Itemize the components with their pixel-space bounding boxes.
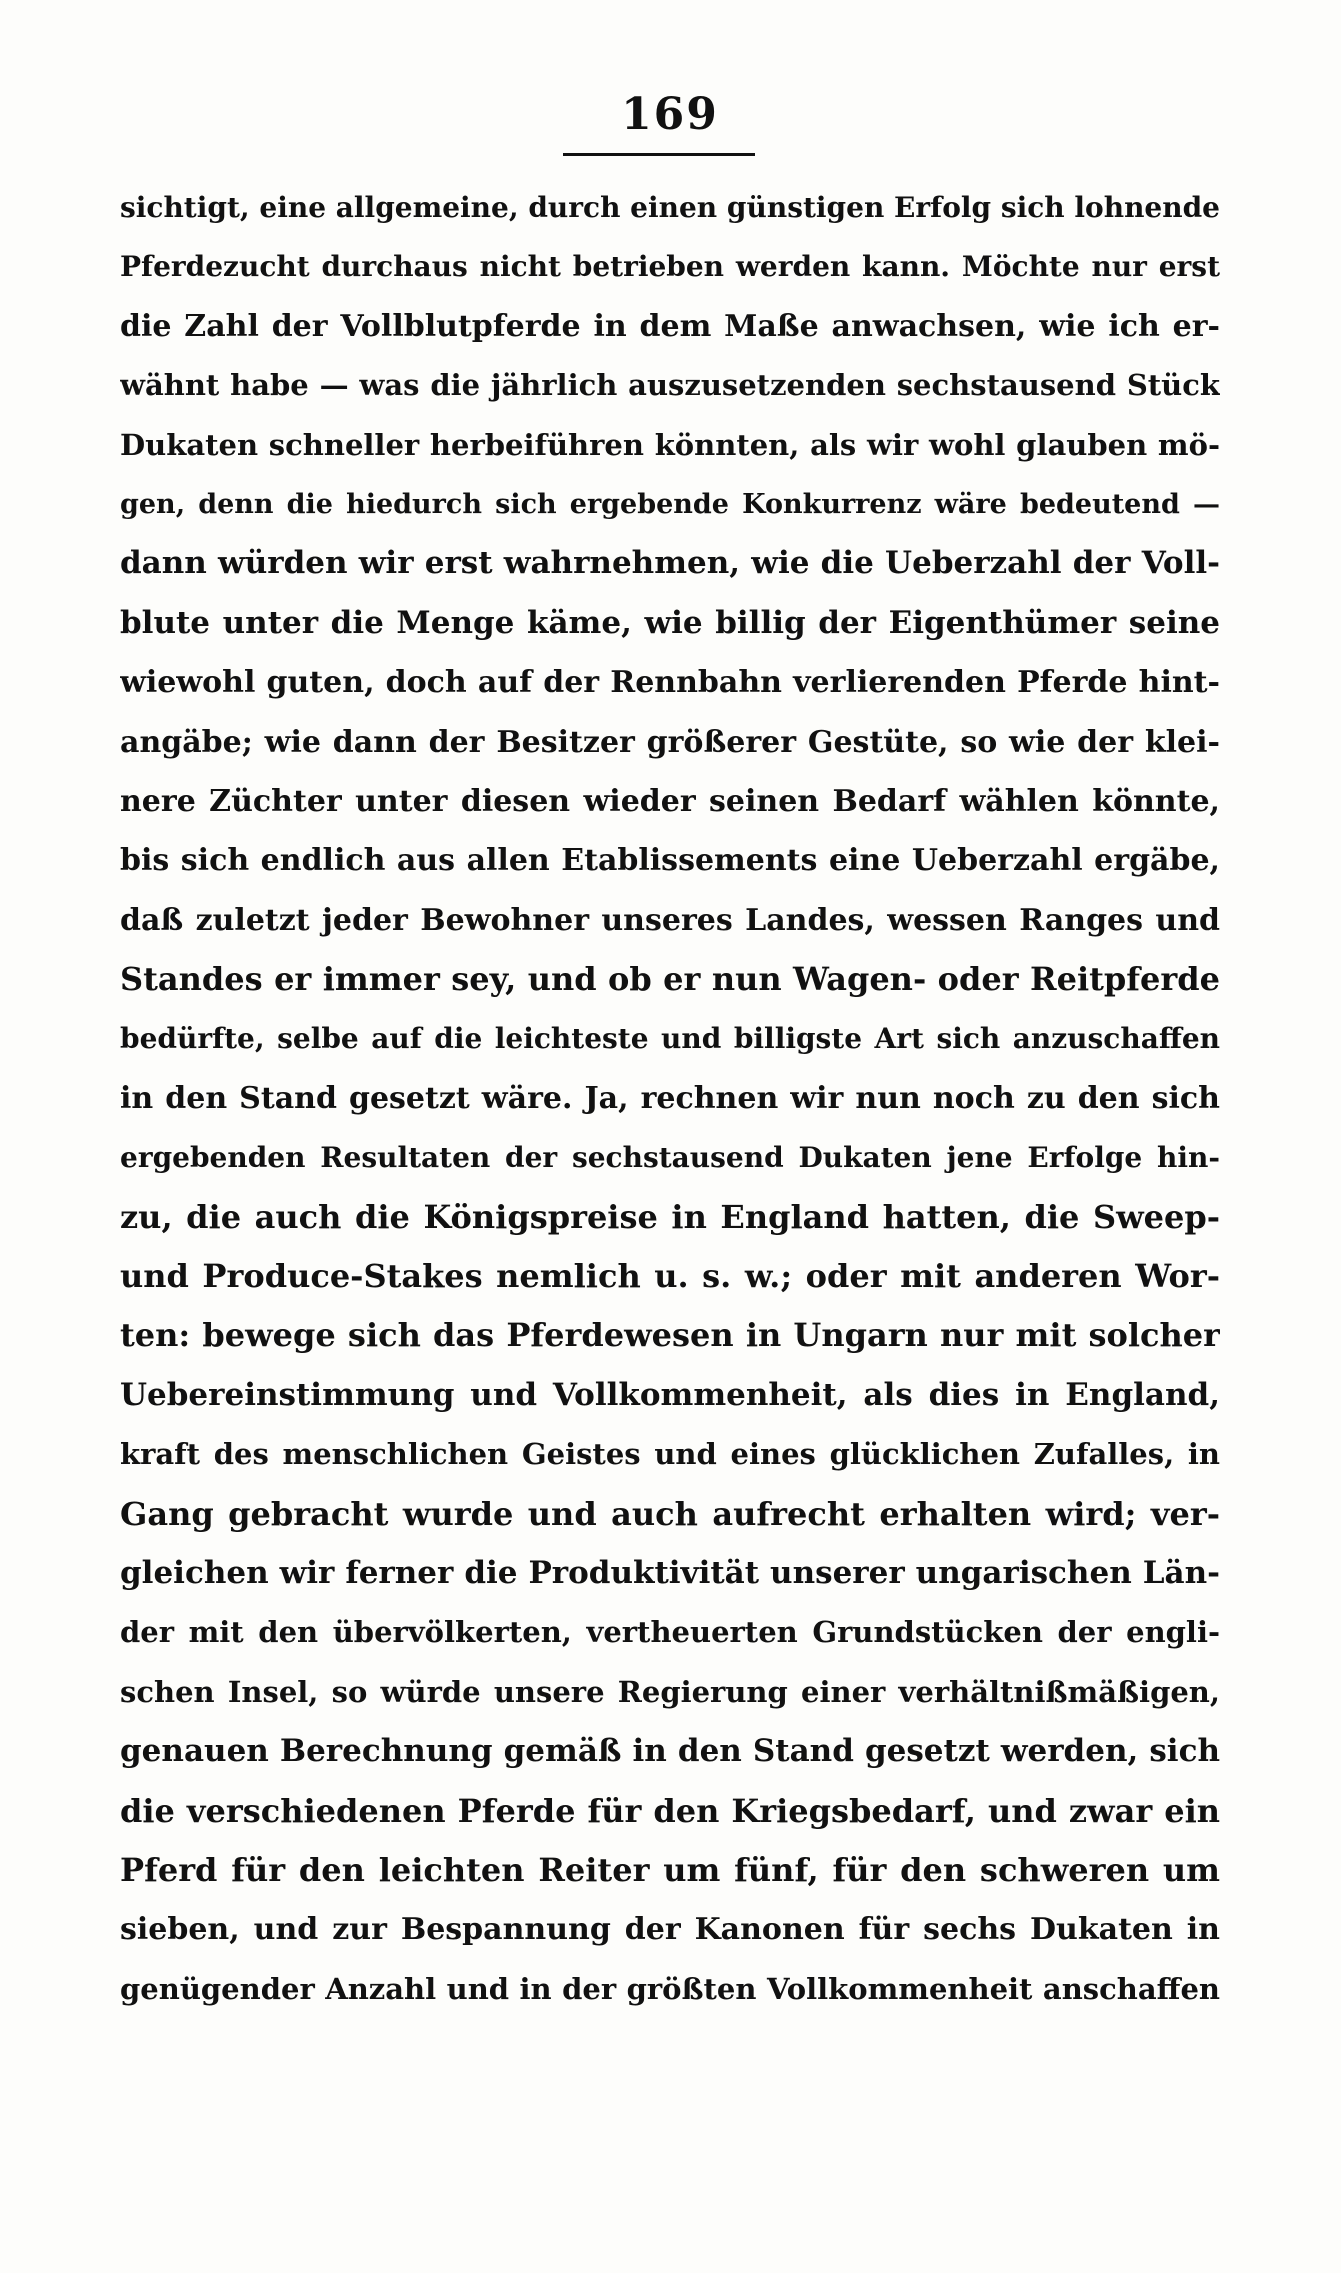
text-line: Dukaten schneller herbeiführen könnten, als wir wohl glauben mö- xyxy=(120,427,1220,462)
text-line: kraft des menschlichen Geistes und eines glücklichen Zufalles, in xyxy=(120,1437,1220,1472)
text-line: angäbe; wie dann der Besitzer größerer Gestüte, so wie der klei- xyxy=(120,724,1220,760)
text-line: der mit den übervölkerten, vertheuerten Grundstücken der engli- xyxy=(120,1615,1220,1650)
text-line: ergebenden Resultaten der sechstausend Dukaten jene Erfolge hin- xyxy=(120,1141,1220,1175)
text-line: wiewohl guten, doch auf der Rennbahn verlierenden Pferde hint- xyxy=(120,665,1220,701)
text-line: Gang gebracht wurde und auch aufrecht erhalten wird; ver- xyxy=(120,1494,1220,1533)
text-line: bedürfte, selbe auf die leichteste und billigste Art sich anzuschaffen xyxy=(120,1022,1220,1056)
text-line: Pferd für den leichten Reiter um fünf, für den schweren um xyxy=(120,1850,1220,1889)
text-line: wähnt habe — was die jährlich auszusetzenden sechstausend Stück xyxy=(120,368,1220,403)
text-line: sichtigt, eine allgemeine, durch einen günstigen Erfolg sich lohnende xyxy=(120,191,1220,224)
text-line: dann würden wir erst wahrnehmen, wie die Ueberzahl der Voll- xyxy=(120,545,1220,582)
text-line: gen, denn die hiedurch sich ergebende Konkurrenz wäre bedeutend — xyxy=(120,488,1220,520)
text-line: in den Stand gesetzt wäre. Ja, rechnen wir nun noch zu den sich xyxy=(120,1080,1220,1116)
text-line: die Zahl der Vollblutpferde in dem Maße anwachsen, wie ich er- xyxy=(120,308,1220,344)
page-number: 169 xyxy=(621,89,719,140)
text-line: sieben, und zur Bespannung der Kanonen für sechs Dukaten in xyxy=(120,1912,1220,1948)
text-line: die verschiedenen Pferde für den Kriegsbedarf, und zwar ein xyxy=(120,1791,1220,1830)
text-line: ten: bewege sich das Pferdewesen in Ungarn nur mit solcher xyxy=(120,1316,1220,1355)
text-line: Uebereinstimmung und Vollkommenheit, als dies in England, xyxy=(120,1376,1220,1413)
text-line: genauen Berechnung gemäß in den Stand gesetzt werden, sich xyxy=(120,1733,1220,1770)
text-line: und Produce-Stakes nemlich u. s. w.; oder mit anderen Wor- xyxy=(120,1257,1220,1296)
text-line: gleichen wir ferner die Produktivität unserer ungarischen Län- xyxy=(120,1554,1220,1591)
header-rule xyxy=(563,153,755,156)
text-line: Standes er immer sey, und ob er nun Wagen- oder Reitpferde xyxy=(120,960,1220,999)
text-line: nere Züchter unter diesen wieder seinen Bedarf wählen könnte, xyxy=(120,783,1220,819)
text-line: daß zuletzt jeder Bewohner unseres Landes, wessen Ranges und xyxy=(120,902,1220,938)
text-line: Pferdezucht durchaus nicht betrieben werden kann. Möchte nur erst xyxy=(120,250,1220,284)
body-text xyxy=(120,178,1220,2019)
text-line: genügender Anzahl und in der größten Vollkommenheit anschaffen xyxy=(120,1971,1220,2006)
text-line: bis sich endlich aus allen Etablissements eine Ueberzahl ergäbe, xyxy=(120,843,1220,879)
text-line: zu, die auch die Königspreise in England hatten, die Sweep- xyxy=(120,1197,1220,1236)
text-line: schen Insel, so würde unsere Regierung einer verhältnißmäßigen, xyxy=(120,1674,1220,1709)
text-line: blute unter die Menge käme, wie billig der Eigenthümer seine xyxy=(120,604,1220,641)
